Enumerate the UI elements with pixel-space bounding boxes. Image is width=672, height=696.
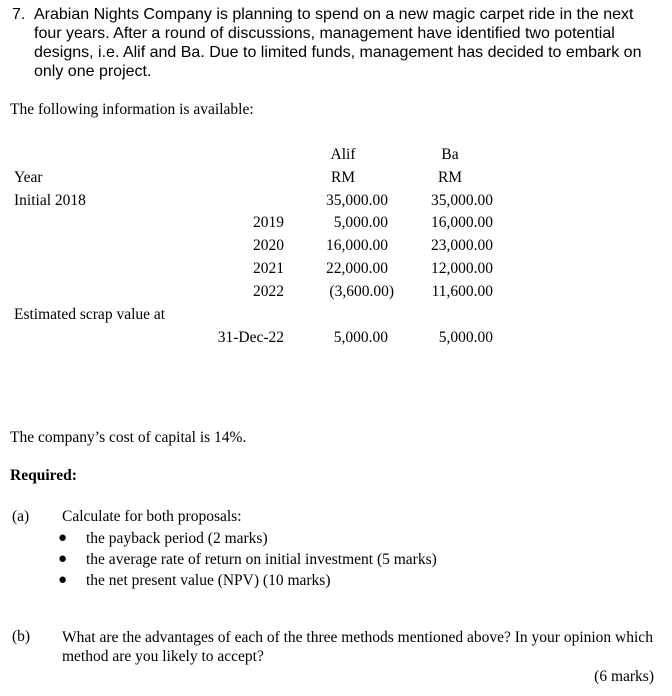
bullet-icon: ●	[58, 530, 68, 546]
scrap-ba: 5,000.00	[438, 329, 493, 346]
part-b-marks: (6 marks)	[594, 668, 654, 685]
row-alif: 5,000.00	[333, 214, 388, 231]
year-label: Year	[14, 169, 43, 186]
initial-ba: 35,000.00	[431, 192, 493, 209]
initial-label: Initial 2018	[14, 192, 86, 209]
part-a-intro: Calculate for both proposals:	[62, 508, 242, 525]
question-number: 7.	[12, 6, 26, 23]
part-b-text: What are the advantages of each of the three methods mentioned above? In your opinion which method are you likely to accept?	[62, 629, 653, 665]
required-heading: Required:	[10, 467, 77, 484]
row-year: 2022	[253, 283, 284, 300]
part-a-label: (a)	[12, 508, 30, 525]
part-a-list	[58, 528, 437, 591]
row-year: 2019	[253, 214, 284, 231]
row-ba: 11,600.00	[431, 283, 493, 300]
unit-ba: RM	[437, 169, 463, 186]
unit-alif: RM	[330, 169, 356, 186]
list-item: ● the net present value (NPV) (10 marks)	[58, 572, 331, 589]
row-alif: 16,000.00	[326, 237, 388, 254]
row-year: 2021	[253, 260, 284, 277]
row-ba: 16,000.00	[431, 214, 493, 231]
scrap-label: Estimated scrap value at	[14, 306, 166, 323]
row-ba: 12,000.00	[431, 260, 493, 277]
list-item: ● the payback period (2 marks)	[58, 530, 268, 547]
initial-alif: 35,000.00	[326, 192, 388, 209]
row-alif: (3,600.00)	[329, 283, 394, 300]
header-ba: Ba	[441, 146, 459, 163]
bullet-icon: ●	[58, 572, 68, 588]
part-b-label: (b)	[12, 628, 31, 645]
row-alif: 22,000.00	[326, 260, 388, 277]
row-ba: 23,000.00	[431, 237, 493, 254]
cost-of-capital: The company’s cost of capital is 14%.	[10, 429, 247, 446]
scrap-alif: 5,000.00	[333, 329, 388, 346]
info-intro: The following information is available:	[10, 101, 254, 118]
row-year: 2020	[253, 237, 284, 254]
question-text	[12, 5, 662, 81]
bullet-icon: ●	[58, 551, 68, 567]
question-body: Arabian Nights Company is planning to spend on a new magic carpet ride in the next four years. After a round of discussions, management have identified two potential designs, i.e. Alif and Ba. Due to limited funds, management has decided to embark on only one project.	[34, 6, 642, 80]
scrap-date: 31-Dec-22	[217, 329, 284, 346]
header-alif: Alif	[330, 146, 356, 163]
list-item: ● the average rate of return on initial investment (5 marks)	[58, 551, 437, 568]
